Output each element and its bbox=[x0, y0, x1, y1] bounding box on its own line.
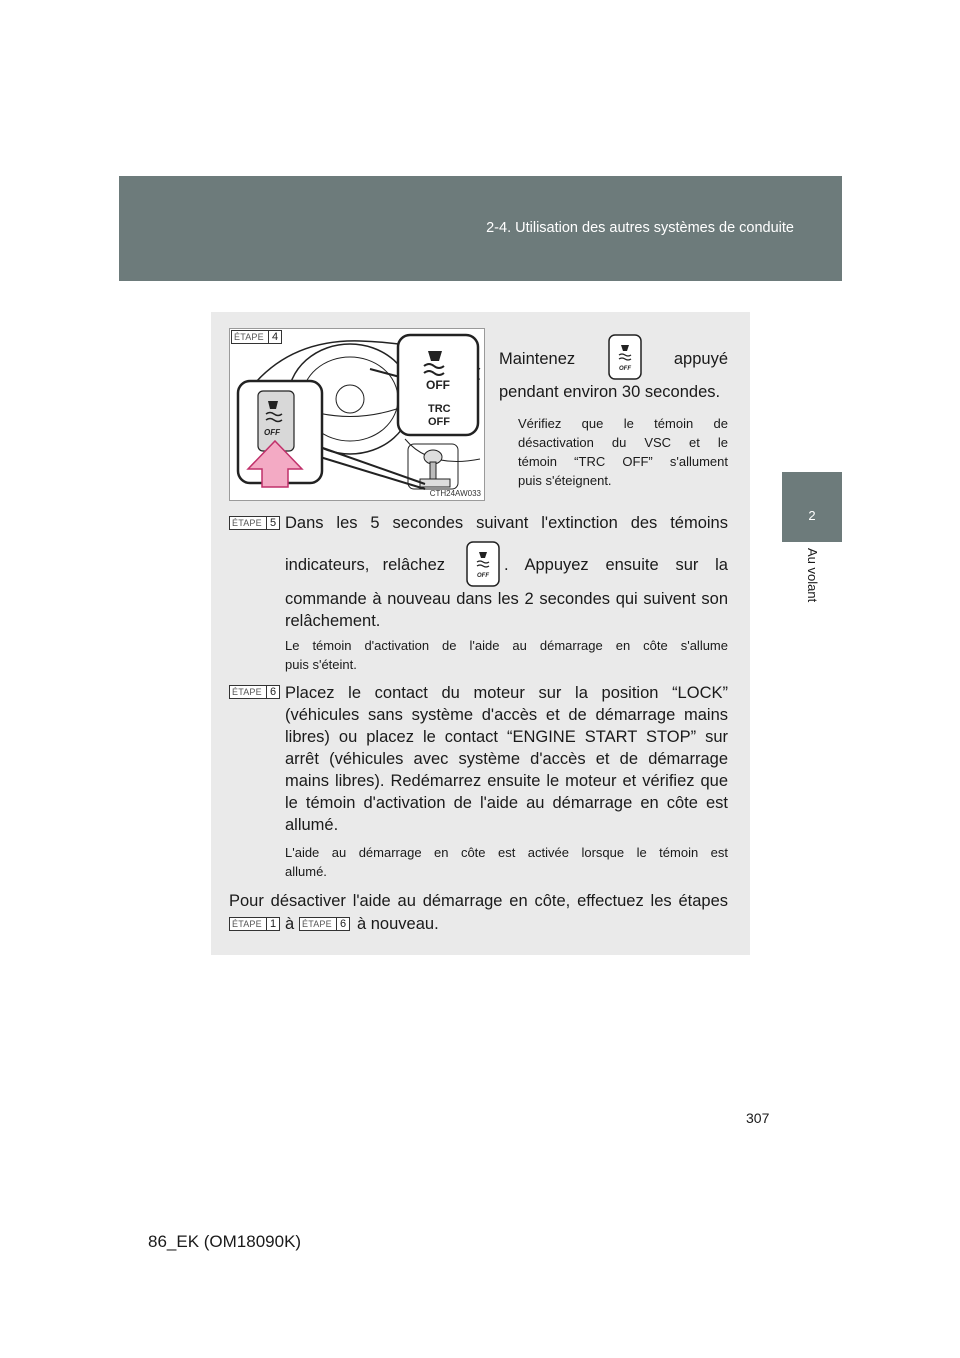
step5-note: Le témoin d'activation de l'aide au démarrage en côte s'allume puis s'éteint. bbox=[285, 638, 728, 672]
final-connector: à bbox=[285, 915, 295, 933]
dashboard-illustration bbox=[229, 328, 485, 501]
step5-line2b: . Appuyez ensuite sur la bbox=[504, 556, 728, 574]
step6-note: L'aide au démarrage en côte est activée lorsque le témoin est allumé. bbox=[285, 845, 728, 879]
section-title: 2-4. Utilisation des autres systèmes de conduite bbox=[486, 220, 794, 236]
step-badge-5: ÉTAPE 5 bbox=[229, 516, 280, 530]
step-badge-4: ÉTAPE 4 bbox=[231, 330, 282, 344]
section-header bbox=[119, 176, 842, 281]
step5-body: commande à nouveau dans les 2 secondes qui suivent son relâchement. bbox=[285, 590, 728, 630]
step4-appuye: appuyé bbox=[673, 350, 728, 368]
final-tail: à nouveau. bbox=[357, 915, 439, 933]
trc-indicator: TRC bbox=[428, 403, 451, 415]
page-number: 307 bbox=[746, 1110, 770, 1126]
step-badge-1: ÉTAPE 1 bbox=[229, 917, 280, 931]
step5-line2a: indicateurs, relâchez bbox=[285, 556, 445, 574]
trc-off-indicator: OFF bbox=[428, 416, 450, 428]
chapter-label: Au volant bbox=[805, 548, 820, 603]
svg-text:OFF: OFF bbox=[619, 366, 631, 372]
chapter-number: 2 bbox=[808, 508, 816, 523]
dashboard-drawing bbox=[230, 329, 484, 500]
final-instruction: Pour désactiver l'aide au démarrage en côte, effectuez les étapes bbox=[229, 892, 728, 910]
step-badge-6: ÉTAPE 6 bbox=[229, 685, 280, 699]
step-badge-6-final: ÉTAPE 6 bbox=[299, 917, 350, 931]
step4-line2: pendant environ 30 secondes. bbox=[499, 383, 721, 401]
vsc-off-indicator: OFF bbox=[426, 378, 450, 392]
figure-code: CTH24AW033 bbox=[429, 489, 481, 498]
model-code: 86_EK (OM18090K) bbox=[148, 1232, 302, 1251]
svg-text:OFF: OFF bbox=[264, 428, 280, 437]
svg-text:OFF: OFF bbox=[477, 573, 489, 579]
step6-body: Placez le contact du moteur sur la position “LOCK” (véhicules sans système d'accès et de démarrage mains libres) ou placez le contact “ENGINE START STOP” sur arrêt (véhicules avec système d'accès et de démarrage mains libres). Redémarrez ensuite le moteur et vérifiez que le témoin d'activation de l'aide au démarrage en côte est allumé. bbox=[285, 684, 728, 834]
step4-maintenez: Maintenez bbox=[499, 350, 576, 368]
step5-line1: Dans les 5 secondes suivant l'extinction des témoins bbox=[285, 514, 728, 532]
chapter-tab bbox=[782, 472, 842, 542]
step4-note: Vérifiez que le témoin de désactivation du VSC et le témoin “TRC OFF” s'allument puis s'éteignent. bbox=[518, 416, 728, 488]
vsc-off-button-icon bbox=[608, 334, 642, 380]
vsc-off-button-icon-2 bbox=[466, 541, 500, 587]
